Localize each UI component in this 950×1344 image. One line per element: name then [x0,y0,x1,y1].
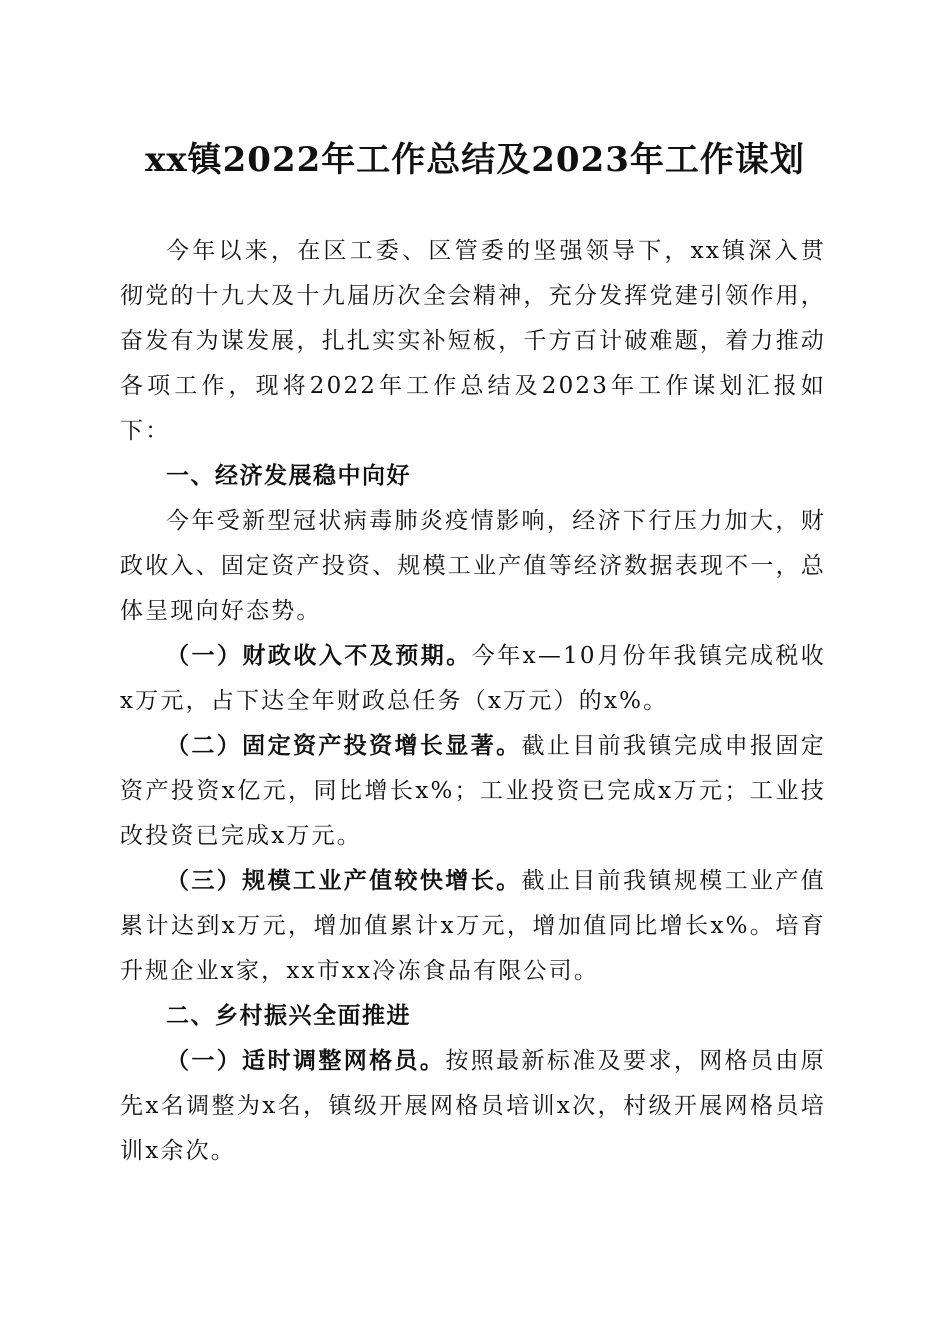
document-body [120,229,826,1174]
section-2-item-1-text: 按照最新标准及要求，网格员由原先x名调整为x名，镇级开展网格员培训x次，村级开展网格员培训x余次。 [120,1048,826,1164]
section-1-item-2 [120,724,826,859]
section-1-item-2-text: 截止目前我镇完成申报固定资产投资x亿元，同比增长x%；工业投资已完成x万元；工业技改投资已完成x万元。 [120,733,826,849]
section-2-item-1 [120,1039,826,1174]
section-1-item-3-lead: （三）规模工业产值较快增长。 [166,868,522,894]
section-1-item-1-text: 今年x—10月份年我镇完成税收x万元，占下达全年财政总任务（x万元）的x%。 [120,643,826,714]
intro-paragraph: 今年以来，在区工委、区管委的坚强领导下，xx镇深入贯彻党的十九大及十九届历次全会精神，充分发挥党建引领作用，奋发有为谋发展，扎扎实实补短板，千方百计破难题，着力推动各项工作，现将2022年工作总结及2023年工作谋划汇报如下： [120,238,826,444]
section-1-heading: 一、经济发展稳中向好 [166,463,411,489]
section-2-item-1-lead: （一）适时调整网格员。 [166,1048,446,1074]
section-1-item-1-lead: （一）财政收入不及预期。 [166,643,472,669]
section-1-item-1 [120,634,826,724]
section-2-heading: 二、乡村振兴全面推进 [166,1003,411,1029]
section-1-summary: 今年受新型冠状病毒肺炎疫情影响，经济下行压力加大，财政收入、固定资产投资、规模工业产值等经济数据表现不一，总体呈现向好态势。 [120,508,826,624]
section-1-item-2-lead: （二）固定资产投资增长显著。 [166,733,522,759]
document-title: xx镇2022年工作总结及2023年工作谋划 [145,140,805,180]
section-1-item-3-text: 截止目前我镇规模工业产值累计达到x万元，增加值累计x万元，增加值同比增长x%。培育升规企业x家，xx市xx冷冻食品有限公司。 [120,868,826,984]
section-1-item-3 [120,859,826,994]
